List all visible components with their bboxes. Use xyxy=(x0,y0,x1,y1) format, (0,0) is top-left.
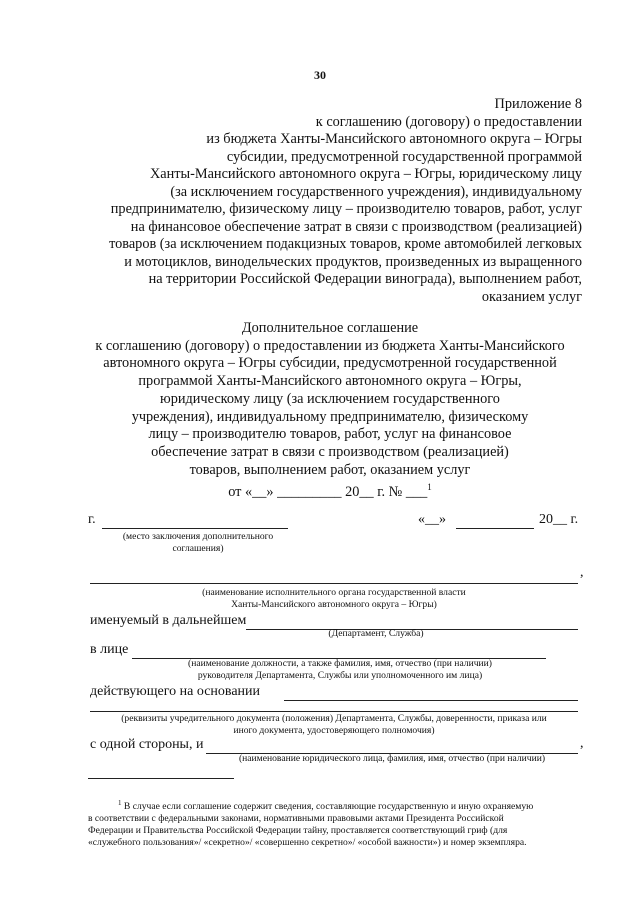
footnote-mark: 1 xyxy=(118,799,122,807)
appendix-line: Приложение 8 xyxy=(494,96,582,112)
date-year: 20__ г. xyxy=(539,512,579,527)
person-caption: (наименование должности, а также фамилия, имя, отчество (при наличии) руководителя Департамента, Службы или уполномоченного им лица) xyxy=(188,658,492,681)
appendix-line: предпринимателю, физическому лицу – производителю товаров, работ, услуг xyxy=(110,201,582,217)
page-number: 30 xyxy=(314,68,326,82)
appendix-line: из бюджета Ханты-Мансийского автономного округа – Югры xyxy=(206,131,582,147)
appendix-line: (за исключением государственного учреждения), индивидуальному xyxy=(170,183,582,200)
appendix-line: Ханты-Мансийского автономного округа – Югры, юридическому лицу xyxy=(149,166,582,182)
agreement-line: лицу – производителю товаров, работ, услуг на финансовое xyxy=(148,426,512,443)
agreement-line: к соглашению (договору) о предоставлении из бюджета Ханты-Мансийского xyxy=(95,337,565,354)
side-caption: (наименование юридического лица, фамилия, имя, отчество (при наличии) xyxy=(238,753,546,764)
person-field[interactable] xyxy=(132,643,546,659)
appendix-line: на территории Российской Федерации винограда), выполнением работ, xyxy=(148,271,582,287)
footnote-ref: 1 xyxy=(427,482,432,493)
agreement-line: товаров, выполнением работ, оказанием услуг xyxy=(189,461,471,478)
authority-comma: , xyxy=(580,565,584,580)
appendix-line: на финансовое обеспечение затрат в связи с производством (реализацией) xyxy=(130,218,582,235)
agreement-line: обеспечение затрат в связи с производством (реализацией) xyxy=(151,443,509,460)
city-field[interactable] xyxy=(102,512,288,529)
agreement-line: программой Ханты-Мансийского автономного округа – Югры, xyxy=(138,373,522,390)
named-caption: (Департамент, Служба) xyxy=(328,628,424,639)
agreement-date-line: от «__» _________ 20__ г. № ___$^1$ xyxy=(228,482,432,501)
agreement-title xyxy=(60,320,600,502)
authority-field[interactable] xyxy=(90,567,578,584)
agreement-line: учреждения), индивидуальному предпринимателю, физическому xyxy=(131,408,529,425)
side-comma: , xyxy=(580,736,584,751)
authority-caption: (наименование исполнительного органа государственной власти Ханты-Мансийского автономного округа – Югры) xyxy=(202,587,466,610)
agreement-line: автономного округа – Югры субсидии, предусмотренной государственной xyxy=(103,355,557,372)
agreement-line: юридическому лицу (за исключением государственного xyxy=(160,390,500,407)
appendix-line: субсидии, предусмотренной государственной программой xyxy=(226,148,582,165)
city-caption: (место заключения дополнительного соглашения) xyxy=(122,531,274,554)
date-month-field[interactable] xyxy=(456,512,534,529)
agreement-line: Дополнительное соглашение xyxy=(241,320,419,336)
appendix-line: и мотоциклов, винодельческих продуктов, произведенных из выращенного xyxy=(124,253,582,270)
person-label: в лице xyxy=(90,642,129,657)
side-field[interactable] xyxy=(206,738,578,754)
appendix-line: оказанием услуг xyxy=(481,288,582,305)
footnote: $^1$ В случае если соглашение содержит сведения, составляющие государственную и иную охраняемую в соответствии с федеральными законами, нормативными правовыми актами Президента Российской Федерации и Правительства Российской Федерации тайну, проставляется соответствующий гриф (для «служебного пользования»/ «секретно»/ «совершенно секретно»/ «особой важности») и номер экземпляра. xyxy=(88,799,534,849)
footnote-divider xyxy=(88,778,234,779)
basis-label: действующего на основании xyxy=(90,684,261,699)
appendix-heading xyxy=(62,96,582,306)
side-label: с одной стороны, и xyxy=(90,737,204,752)
appendix-line: к соглашению (договору) о предоставлении xyxy=(315,113,582,130)
date-open: «__» xyxy=(418,512,446,527)
appendix-line: товаров (за исключением подакцизных товаров, кроме автомобилей легковых xyxy=(109,236,582,252)
city-prefix: г. xyxy=(88,512,96,527)
basis-field-continued[interactable] xyxy=(90,696,578,712)
basis-caption: (реквизиты учредительного документа (положения) Департамента, Службы, доверенности, приказа или иного документа, удостоверяющего полномочия) xyxy=(121,713,547,736)
named-label: именуемый в дальнейшем xyxy=(90,613,247,628)
